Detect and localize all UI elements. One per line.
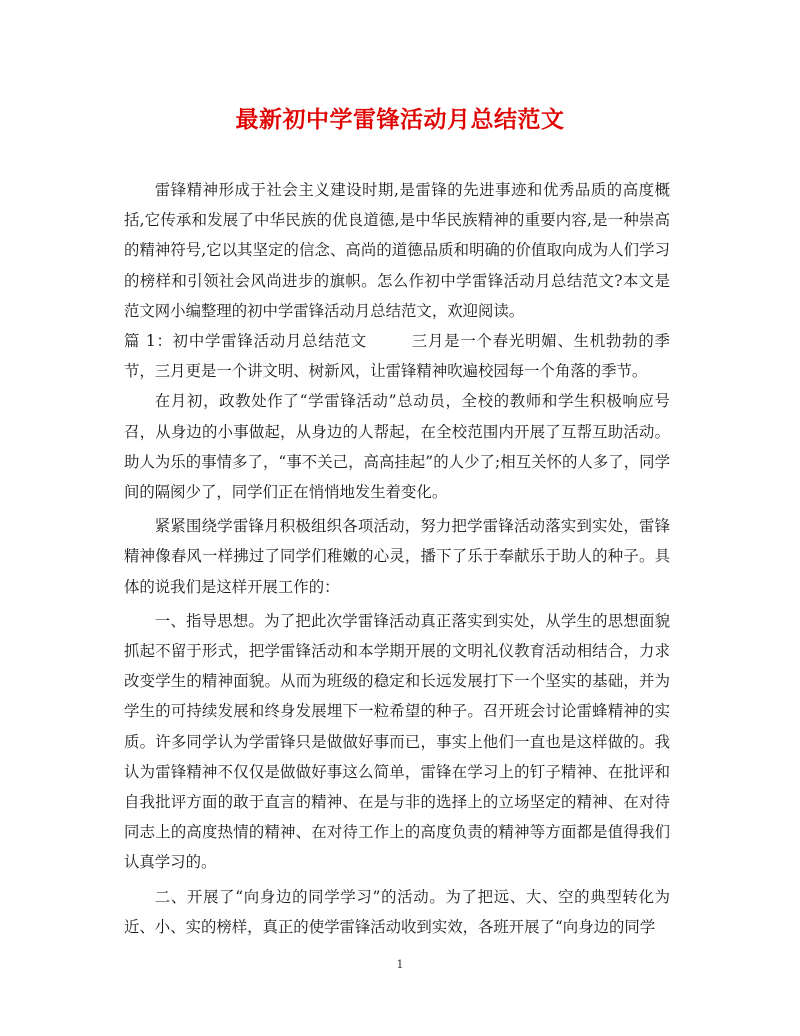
section-opening-text: 三月是一个春光明媚、生机勃勃的季节，三月更是一个讲文明、树新风，让雷锋精神吹遍校园每一个角落的季节。 xyxy=(124,332,670,381)
body-paragraph-kickoff: 在月初，政教处作了“学雷锋活动”总动员，全校的教师和学生积极响应号召，从身边的小事做起，从身边的人帮起，在全校范围内开展了互帮互助活动。助人为乐的事情多了，“事不关己，高高挂起”的人少了;相互关怀的人多了，同学间的隔阂少了，同学们正在悄悄地发生着变化。 xyxy=(124,392,670,502)
document-title: 最新初中学雷锋活动月总结范文 xyxy=(235,106,565,133)
section-heading: 篇 1：初中学雷锋活动月总结范文 xyxy=(124,332,367,351)
page-number: 1 xyxy=(396,958,404,971)
document-body xyxy=(124,175,670,942)
body-paragraph-activities: 紧紧围绕学雷锋月积极组织各项活动，努力把学雷锋活动落实到实处，雷锋精神像春风一样拂过了同学们稚嫩的心灵，播下了乐于奉献乐于助人的种子。具体的说我们是这样开展工作的： xyxy=(124,517,670,596)
body-paragraph-peer-learning: 二、开展了“向身边的同学学习”的活动。为了把远、大、空的典型转化为近、小、实的榜样，真正的使学雷锋活动收到实效，各班开展了“向身边的同学 xyxy=(124,887,670,936)
body-paragraph-guiding-thought: 一、指导思想。为了把此次学雷锋活动真正落实到实处，从学生的思想面貌抓起不留于形式，把学雷锋活动和本学期开展的文明礼仪教育活动相结合，力求改变学生的精神面貌。从而为班级的稳定和长远发展打下一个坚实的基础，并为学生的可持续发展和终身发展埋下一粒希望的种子。召开班会讨论雷蜂精神的实质。许多同学认为学雷锋只是做做好事而已，事实上他们一直也是这样做的。我认为雷锋精神不仅仅是做做好事这么简单，雷锋在学习上的钉子精神、在批评和自我批评方面的敢于直言的精神、在是与非的选择上的立场坚定的精神、在对待同志上的高度热情的精神、在对待工作上的高度负责的精神等方面都是值得我们认真学习的。 xyxy=(124,611,670,872)
intro-paragraph: 雷锋精神形成于社会主义建设时期,是雷锋的先进事迹和优秀品质的高度概括,它传承和发展了中华民族的优良道德,是中华民族精神的重要内容,是一种崇高的精神符号,它以其坚定的信念、高尚的道德品质和明确的价值取向成为人们学习的榜样和引领社会风尚进步的旗帜。怎么作初中学雷锋活动月总结范文?本文是范文网小编整理的初中学雷锋活动月总结范文，欢迎阅读。 xyxy=(124,181,670,320)
section-paragraph xyxy=(124,326,670,386)
